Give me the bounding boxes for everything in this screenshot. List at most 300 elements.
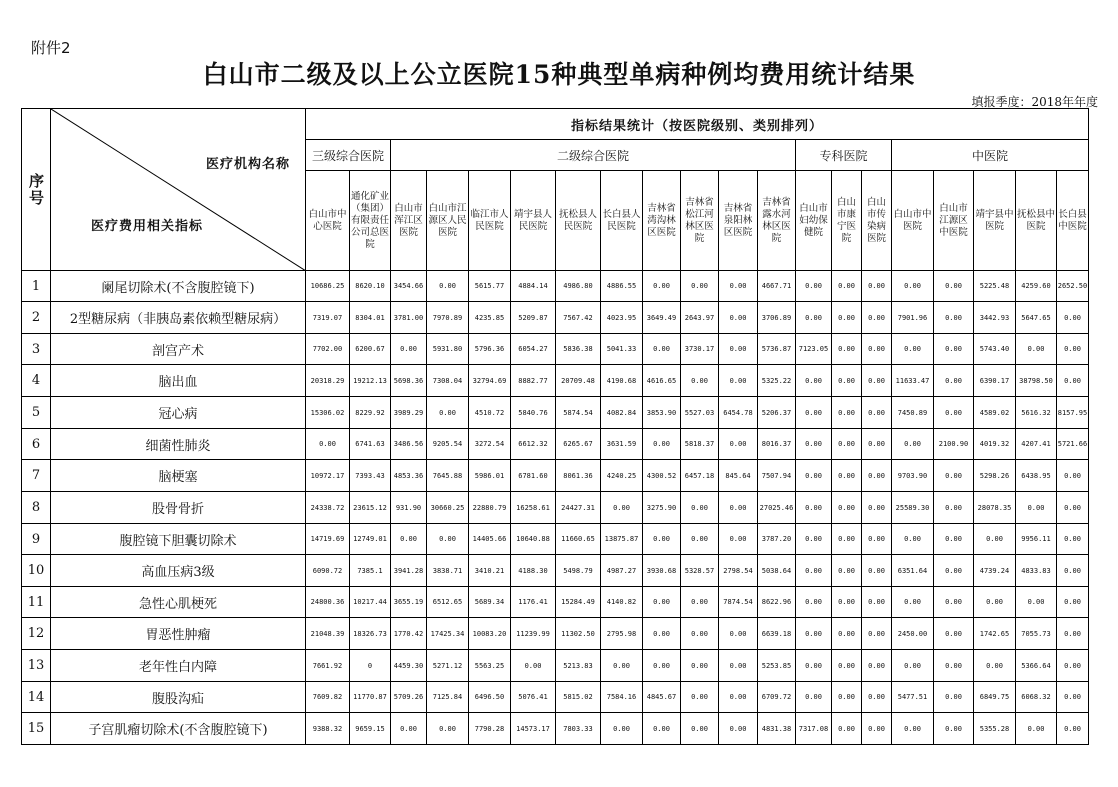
cost-value-cell: 17425.34 [427,618,469,650]
cost-value-cell: 0.00 [934,492,974,524]
cost-value-cell: 0.00 [832,460,862,492]
cost-value-cell: 8157.95 [1057,397,1089,429]
cost-value-cell: 4459.30 [391,650,427,682]
row-disease-name: 股骨骨折 [51,492,306,524]
table-row [22,429,1089,460]
table-row [22,492,1089,524]
cost-value-cell: 25589.30 [892,492,934,524]
cost-value-cell: 4259.60 [1016,271,1057,302]
cost-value-cell: 24338.72 [306,492,350,524]
cost-value-cell: 2450.00 [892,618,934,650]
cost-value-cell: 3272.54 [469,429,511,460]
row-disease-name: 急性心肌梗死 [51,587,306,618]
cost-value-cell: 18326.73 [350,618,391,650]
cost-value-cell: 0.00 [681,492,719,524]
cost-value-cell: 0.00 [1057,650,1089,682]
cost-value-cell: 10217.44 [350,587,391,618]
cost-value-cell: 0.00 [796,492,832,524]
cost-value-cell: 5038.64 [758,555,796,587]
cost-value-cell: 7319.07 [306,302,350,334]
cost-value-cell: 5986.01 [469,460,511,492]
cost-value-cell: 7393.43 [350,460,391,492]
cost-value-cell: 0.00 [832,429,862,460]
cost-value-cell: 0.00 [934,713,974,745]
cost-value-cell: 0.00 [892,271,934,302]
row-disease-name: 脑梗塞 [51,460,306,492]
cost-value-cell: 0.00 [719,524,758,555]
cost-value-cell: 11239.99 [511,618,556,650]
row-seq: 6 [22,429,51,460]
row-seq: 2 [22,302,51,334]
cost-value-cell: 0.00 [681,587,719,618]
cost-value-cell: 24800.36 [306,587,350,618]
cost-value-cell: 10686.25 [306,271,350,302]
cost-value-cell: 6454.78 [719,397,758,429]
cost-value-cell: 0.00 [1057,334,1089,365]
hospital-header: 吉林省松江河林区医院 [681,171,719,271]
cost-value-cell: 5253.85 [758,650,796,682]
cost-value-cell: 19212.13 [350,365,391,397]
cost-value-cell: 931.90 [391,492,427,524]
cost-value-cell: 5689.34 [469,587,511,618]
cost-value-cell: 0.00 [643,618,681,650]
cost-value-cell: 5836.38 [556,334,601,365]
table-row [22,650,1089,682]
cost-value-cell: 0.00 [681,682,719,713]
cost-value-cell: 6390.17 [974,365,1016,397]
cost-value-cell: 0.00 [934,650,974,682]
cost-value-cell: 2652.50 [1057,271,1089,302]
cost-value-cell: 0.00 [796,302,832,334]
cost-value-cell: 3838.71 [427,555,469,587]
cost-value-cell: 5325.22 [758,365,796,397]
cost-value-cell: 0.00 [643,429,681,460]
cost-value-cell: 4884.14 [511,271,556,302]
cost-value-cell: 4853.36 [391,460,427,492]
cost-value-cell: 4831.38 [758,713,796,745]
cost-value-cell: 4886.55 [601,271,643,302]
cost-value-cell: 0.00 [1057,365,1089,397]
cost-value-cell: 3781.00 [391,302,427,334]
cost-value-cell: 7123.05 [796,334,832,365]
cost-value-cell: 6090.72 [306,555,350,587]
cost-value-cell: 10640.88 [511,524,556,555]
cost-value-cell: 8622.96 [758,587,796,618]
cost-value-cell: 0.00 [1016,587,1057,618]
cost-value-cell: 8620.10 [350,271,391,302]
row-seq: 7 [22,460,51,492]
cost-value-cell: 0.00 [796,365,832,397]
cost-value-cell: 0.00 [427,524,469,555]
hospital-header: 临江市人民医院 [469,171,511,271]
cost-value-cell: 0.00 [934,618,974,650]
cost-value-cell: 5721.66 [1057,429,1089,460]
cost-value-cell: 6457.18 [681,460,719,492]
table-row [22,555,1089,587]
cost-value-cell: 0.00 [892,524,934,555]
stats-title-header: 指标结果统计（按医院级别、类别排列） [306,109,1089,140]
cost-value-cell: 2798.54 [719,555,758,587]
row-seq: 10 [22,555,51,587]
cost-value-cell: 28078.35 [974,492,1016,524]
cost-value-cell: 0.00 [934,334,974,365]
cost-value-cell: 0.00 [681,713,719,745]
cost-value-cell: 0.00 [511,650,556,682]
cost-value-cell: 6200.67 [350,334,391,365]
diagonal-line [51,109,306,271]
cost-value-cell: 0.00 [832,271,862,302]
cost-value-cell: 0.00 [862,713,892,745]
cost-value-cell: 3486.56 [391,429,427,460]
cost-value-cell: 0.00 [643,271,681,302]
cost-value-cell: 0.00 [862,397,892,429]
cost-value-cell: 5698.36 [391,365,427,397]
cost-value-cell: 0.00 [427,271,469,302]
cost-value-cell: 4616.65 [643,365,681,397]
hospital-header: 长白县人民医院 [601,171,643,271]
cost-value-cell: 6512.65 [427,587,469,618]
cost-value-cell: 0.00 [719,492,758,524]
hospital-header: 长白县中医院 [1057,171,1089,271]
cost-value-cell: 0.00 [796,524,832,555]
row-seq: 3 [22,334,51,365]
cost-value-cell: 11660.65 [556,524,601,555]
cost-value-cell: 4240.25 [601,460,643,492]
cost-value-cell: 0.00 [892,713,934,745]
report-period: 填报季度：2018年年度 [971,95,1098,109]
indicator-label: 医疗费用相关指标 [91,219,204,234]
cost-value-cell: 6438.95 [1016,460,1057,492]
row-seq: 1 [22,271,51,302]
cost-value-cell: 8016.37 [758,429,796,460]
cost-value-cell: 5874.54 [556,397,601,429]
cost-value-cell: 6351.64 [892,555,934,587]
table-row [22,618,1089,650]
cost-value-cell: 0.00 [796,682,832,713]
cost-value-cell: 0.00 [934,682,974,713]
cost-value-cell: 3442.93 [974,302,1016,334]
cost-value-cell: 0.00 [974,587,1016,618]
row-seq: 5 [22,397,51,429]
cost-value-cell: 0.00 [391,334,427,365]
cost-value-cell: 0.00 [892,587,934,618]
cost-value-cell: 5366.64 [1016,650,1057,682]
cost-value-cell: 4235.85 [469,302,511,334]
cost-value-cell: 8882.77 [511,365,556,397]
row-seq: 4 [22,365,51,397]
cost-value-cell: 0.00 [974,650,1016,682]
row-seq: 15 [22,713,51,745]
cost-value-cell: 7645.88 [427,460,469,492]
cost-value-cell: 3649.49 [643,302,681,334]
cost-value-cell: 8304.01 [350,302,391,334]
cost-value-cell: 1176.41 [511,587,556,618]
hospital-header: 白山市中医院 [892,171,934,271]
cost-value-cell: 30660.25 [427,492,469,524]
cost-value-cell: 5736.87 [758,334,796,365]
cost-value-cell: 9388.32 [306,713,350,745]
cost-value-cell: 4190.68 [601,365,643,397]
cost-value-cell: 10083.20 [469,618,511,650]
cost-value-cell: 20709.48 [556,365,601,397]
attachment-label: 附件2 [31,39,71,57]
table-row [22,365,1089,397]
hospital-header: 白山市江源区人民医院 [427,171,469,271]
cost-value-cell: 7609.82 [306,682,350,713]
cost-value-cell: 0.00 [1057,587,1089,618]
cost-value-cell: 0.00 [832,587,862,618]
cost-value-cell: 6068.32 [1016,682,1057,713]
cost-value-cell: 6709.72 [758,682,796,713]
cost-value-cell: 0.00 [934,271,974,302]
cost-value-cell: 2795.98 [601,618,643,650]
cost-value-cell: 4845.67 [643,682,681,713]
cost-value-cell: 5477.51 [892,682,934,713]
org-name-label: 医疗机构名称 [206,157,291,172]
cost-value-cell: 0.00 [601,713,643,745]
row-disease-name: 冠心病 [51,397,306,429]
diagonal-header-cell [51,109,306,271]
cost-value-cell: 0.00 [643,650,681,682]
cost-value-cell: 0.00 [796,618,832,650]
cost-value-cell: 0.00 [1057,492,1089,524]
cost-value-cell: 7874.54 [719,587,758,618]
row-disease-name: 老年性白内障 [51,650,306,682]
table-row [22,713,1089,745]
cost-value-cell: 13875.87 [601,524,643,555]
cost-value-cell: 0.00 [862,650,892,682]
cost-value-cell: 0.00 [643,334,681,365]
hospital-header: 白山市妇幼保健院 [796,171,832,271]
cost-value-cell: 0.00 [796,397,832,429]
row-seq: 14 [22,682,51,713]
cost-value-cell: 0.00 [832,650,862,682]
cost-value-cell: 0.00 [862,618,892,650]
cost-value-cell: 0.00 [1057,302,1089,334]
cost-value-cell: 7584.16 [601,682,643,713]
cost-value-cell: 0.00 [681,618,719,650]
cost-value-cell: 7901.96 [892,302,934,334]
cost-value-cell: 4300.52 [643,460,681,492]
cost-value-cell: 0.00 [681,271,719,302]
cost-value-cell: 0.00 [862,429,892,460]
cost-value-cell: 6496.50 [469,682,511,713]
seq-header [22,109,51,271]
cost-value-cell: 0.00 [832,365,862,397]
group-header-secondary-general: 二级综合医院 [391,140,796,171]
document-title: 白山市二级及以上公立医院15种典型单病种例均费用统计结果 [202,60,916,89]
cost-value-cell: 14719.69 [306,524,350,555]
cost-value-cell: 4739.24 [974,555,1016,587]
cost-value-cell: 4023.95 [601,302,643,334]
cost-value-cell: 6265.67 [556,429,601,460]
hospital-header: 吉林省泉阳林区医院 [719,171,758,271]
cost-value-cell: 21048.39 [306,618,350,650]
group-header-specialty: 专科医院 [796,140,892,171]
cost-value-cell: 3853.90 [643,397,681,429]
cost-value-cell: 7661.92 [306,650,350,682]
cost-value-cell: 0.00 [601,492,643,524]
cost-value-cell: 6612.32 [511,429,556,460]
cost-value-cell: 6781.60 [511,460,556,492]
cost-value-cell: 0.00 [796,460,832,492]
cost-value-cell: 3454.66 [391,271,427,302]
hospital-header: 抚松县人民医院 [556,171,601,271]
cost-value-cell: 38798.50 [1016,365,1057,397]
table-row [22,334,1089,365]
cost-value-cell: 0.00 [862,555,892,587]
cost-value-cell: 0.00 [862,271,892,302]
cost-value-cell: 0.00 [1057,460,1089,492]
row-seq: 13 [22,650,51,682]
cost-value-cell: 9205.54 [427,429,469,460]
cost-value-cell: 0.00 [643,524,681,555]
row-disease-name: 剖宫产术 [51,334,306,365]
group-header-tcm: 中医院 [892,140,1089,171]
cost-value-cell: 0.00 [796,271,832,302]
cost-value-cell: 0.00 [1057,555,1089,587]
cost-value-cell: 7385.1 [350,555,391,587]
hospital-header: 白山市康宁医院 [832,171,862,271]
table-row [22,682,1089,713]
cost-value-cell: 0.00 [681,650,719,682]
cost-value-cell: 0.00 [796,587,832,618]
cost-value-cell: 4986.80 [556,271,601,302]
cost-value-cell: 6741.63 [350,429,391,460]
cost-value-cell: 0.00 [719,650,758,682]
cost-value-cell: 10972.17 [306,460,350,492]
cost-value-cell: 3706.89 [758,302,796,334]
cost-value-cell: 0.00 [934,524,974,555]
cost-value-cell: 0 [350,650,391,682]
cost-value-cell: 0.00 [1057,524,1089,555]
cost-value-cell: 0.00 [892,334,934,365]
cost-value-cell: 5298.26 [974,460,1016,492]
cost-value-cell: 5616.32 [1016,397,1057,429]
cost-value-cell: 7317.08 [796,713,832,745]
cost-value-cell: 27025.46 [758,492,796,524]
cost-value-cell: 0.00 [934,302,974,334]
cost-value-cell: 7803.33 [556,713,601,745]
table-row [22,524,1089,555]
cost-value-cell: 7702.00 [306,334,350,365]
cost-value-cell: 5647.65 [1016,302,1057,334]
seq-header-label: 序号 [29,171,45,207]
cost-value-cell: 11633.47 [892,365,934,397]
cost-value-cell: 0.00 [832,397,862,429]
cost-value-cell: 7567.42 [556,302,601,334]
cost-value-cell: 5498.79 [556,555,601,587]
cost-value-cell: 15306.02 [306,397,350,429]
row-disease-name: 脑出血 [51,365,306,397]
cost-value-cell: 0.00 [796,650,832,682]
cost-value-cell: 5709.26 [391,682,427,713]
cost-value-cell: 0.00 [862,365,892,397]
cost-value-cell: 0.00 [934,460,974,492]
cost-value-cell: 0.00 [306,429,350,460]
cost-value-cell: 0.00 [974,524,1016,555]
cost-value-cell: 22880.79 [469,492,511,524]
cost-value-cell: 4188.30 [511,555,556,587]
cost-value-cell: 5213.83 [556,650,601,682]
cost-value-cell: 5615.77 [469,271,511,302]
cost-value-cell: 8061.36 [556,460,601,492]
cost-value-cell: 0.00 [427,713,469,745]
row-seq: 8 [22,492,51,524]
cost-value-cell: 0.00 [719,618,758,650]
cost-value-cell: 0.00 [832,492,862,524]
table-row [22,271,1089,302]
cost-value-cell: 0.00 [862,682,892,713]
row-disease-name: 胃恶性肿瘤 [51,618,306,650]
hospital-header: 吉林省露水河林区医院 [758,171,796,271]
table-row [22,302,1089,334]
cost-value-cell: 0.00 [862,587,892,618]
cost-value-cell: 0.00 [862,460,892,492]
cost-value-cell: 20318.29 [306,365,350,397]
cost-value-cell: 5931.80 [427,334,469,365]
cost-value-cell: 5527.03 [681,397,719,429]
cost-value-cell: 15284.49 [556,587,601,618]
cost-value-cell: 0.00 [862,334,892,365]
row-disease-name: 阑尾切除术(不含腹腔镜下) [51,271,306,302]
cost-value-cell: 0.00 [643,713,681,745]
cost-value-cell: 0.00 [427,397,469,429]
cost-value-cell: 0.00 [862,524,892,555]
hospital-header: 白山市浑江区医院 [391,171,427,271]
row-disease-name: 腹腔镜下胆囊切除术 [51,524,306,555]
cost-value-cell: 0.00 [934,587,974,618]
cost-value-cell: 845.64 [719,460,758,492]
cost-value-cell: 6849.75 [974,682,1016,713]
cost-value-cell: 9659.15 [350,713,391,745]
cost-value-cell: 11770.87 [350,682,391,713]
hospital-header: 靖宇县人民医院 [511,171,556,271]
cost-value-cell: 2100.90 [934,429,974,460]
cost-value-cell: 0.00 [681,524,719,555]
row-disease-name: 细菌性肺炎 [51,429,306,460]
cost-value-cell: 0.00 [391,524,427,555]
cost-value-cell: 5206.37 [758,397,796,429]
cost-value-cell: 5355.28 [974,713,1016,745]
row-seq: 11 [22,587,51,618]
cost-value-cell: 7055.73 [1016,618,1057,650]
hospital-header: 白山市江源区中医院 [934,171,974,271]
cost-value-cell: 0.00 [601,650,643,682]
cost-value-cell: 0.00 [934,365,974,397]
cost-value-cell: 23615.12 [350,492,391,524]
cost-value-cell: 0.00 [1057,713,1089,745]
cost-value-cell: 12749.01 [350,524,391,555]
cost-value-cell: 9956.11 [1016,524,1057,555]
cost-value-cell: 5209.87 [511,302,556,334]
cost-value-cell: 4082.84 [601,397,643,429]
cost-value-cell: 4589.02 [974,397,1016,429]
cost-value-cell: 7450.89 [892,397,934,429]
row-disease-name: 子宫肌瘤切除术(不含腹腔镜下) [51,713,306,745]
cost-value-cell: 16258.61 [511,492,556,524]
group-header-tertiary-general: 三级综合医院 [306,140,391,171]
hospital-header: 白山市传染病医院 [862,171,892,271]
cost-value-cell: 4987.27 [601,555,643,587]
cost-value-cell: 0.00 [1016,334,1057,365]
hospital-header: 靖宇县中医院 [974,171,1016,271]
table-row [22,587,1089,618]
cost-value-cell: 4140.82 [601,587,643,618]
table-row [22,460,1089,492]
hospital-header: 白山市中心医院 [306,171,350,271]
cost-value-cell: 3655.19 [391,587,427,618]
